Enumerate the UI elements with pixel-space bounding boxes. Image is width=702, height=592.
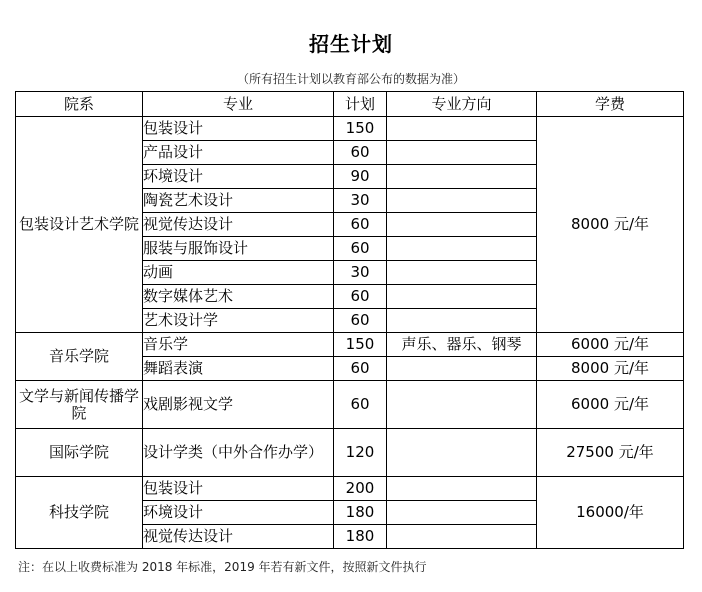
direction-cell bbox=[387, 237, 537, 261]
major-cell: 服装与服饰设计 bbox=[143, 237, 334, 261]
fee-cell: 8000 元/年 bbox=[537, 117, 684, 333]
fee-cell: 6000 元/年 bbox=[537, 333, 684, 357]
table-header-row bbox=[16, 92, 684, 117]
quota-cell: 60 bbox=[334, 309, 387, 333]
major-cell: 环境设计 bbox=[143, 501, 334, 525]
fee-cell: 16000/年 bbox=[537, 477, 684, 549]
page-subtitle: （所有招生计划以教育部公布的数据为准） bbox=[236, 72, 465, 86]
major-cell: 环境设计 bbox=[143, 165, 334, 189]
college-cell: 科技学院 bbox=[16, 477, 143, 549]
header-fee: 学费 bbox=[537, 92, 684, 117]
major-cell: 动画 bbox=[143, 261, 334, 285]
direction-cell bbox=[387, 357, 537, 381]
direction-cell bbox=[387, 429, 537, 477]
quota-cell: 60 bbox=[334, 357, 387, 381]
direction-cell bbox=[387, 261, 537, 285]
table-row bbox=[16, 381, 684, 429]
major-cell: 陶瓷艺术设计 bbox=[143, 189, 334, 213]
major-cell: 音乐学 bbox=[143, 333, 334, 357]
quota-cell: 200 bbox=[334, 477, 387, 501]
major-cell: 包装设计 bbox=[143, 117, 334, 141]
header-college: 院系 bbox=[16, 92, 143, 117]
table-row bbox=[16, 429, 684, 477]
quota-cell: 60 bbox=[334, 381, 387, 429]
direction-cell bbox=[387, 309, 537, 333]
direction-cell bbox=[387, 525, 537, 549]
quota-cell: 150 bbox=[334, 117, 387, 141]
quota-cell: 60 bbox=[334, 141, 387, 165]
direction-cell bbox=[387, 117, 537, 141]
college-cell: 文学与新闻传播学院 bbox=[16, 381, 143, 429]
major-cell: 包装设计 bbox=[143, 477, 334, 501]
direction-cell bbox=[387, 213, 537, 237]
major-cell: 设计学类（中外合作办学） bbox=[143, 429, 334, 477]
direction-cell bbox=[387, 189, 537, 213]
college-cell: 国际学院 bbox=[16, 429, 143, 477]
major-cell: 戏剧影视文学 bbox=[143, 381, 334, 429]
header-quota: 计划 bbox=[334, 92, 387, 117]
direction-cell bbox=[387, 285, 537, 309]
direction-cell bbox=[387, 141, 537, 165]
quota-cell: 30 bbox=[334, 261, 387, 285]
quota-cell: 60 bbox=[334, 237, 387, 261]
header-direction: 专业方向 bbox=[387, 92, 537, 117]
quota-cell: 90 bbox=[334, 165, 387, 189]
quota-cell: 120 bbox=[334, 429, 387, 477]
table-row bbox=[16, 477, 684, 501]
fee-cell: 6000 元/年 bbox=[537, 381, 684, 429]
direction-cell bbox=[387, 381, 537, 429]
quota-cell: 150 bbox=[334, 333, 387, 357]
table-row bbox=[16, 117, 684, 141]
page-title: 招生计划 bbox=[309, 32, 393, 56]
enrollment-plan-table bbox=[15, 91, 684, 549]
major-cell: 视觉传达设计 bbox=[143, 213, 334, 237]
major-cell: 产品设计 bbox=[143, 141, 334, 165]
quota-cell: 60 bbox=[334, 285, 387, 309]
table-row bbox=[16, 333, 684, 357]
quota-cell: 60 bbox=[334, 213, 387, 237]
direction-cell bbox=[387, 165, 537, 189]
footnote: 注：在以上收费标准为 2018 年标准，2019 年若有新文件，按照新文件执行 bbox=[18, 560, 427, 574]
fee-cell: 27500 元/年 bbox=[537, 429, 684, 477]
direction-cell bbox=[387, 477, 537, 501]
major-cell: 数字媒体艺术 bbox=[143, 285, 334, 309]
major-cell: 舞蹈表演 bbox=[143, 357, 334, 381]
header-major: 专业 bbox=[143, 92, 334, 117]
college-cell: 包装设计艺术学院 bbox=[16, 117, 143, 333]
direction-cell bbox=[387, 501, 537, 525]
quota-cell: 180 bbox=[334, 525, 387, 549]
quota-cell: 180 bbox=[334, 501, 387, 525]
quota-cell: 30 bbox=[334, 189, 387, 213]
fee-cell: 8000 元/年 bbox=[537, 357, 684, 381]
major-cell: 视觉传达设计 bbox=[143, 525, 334, 549]
direction-cell: 声乐、器乐、钢琴 bbox=[387, 333, 537, 357]
college-cell: 音乐学院 bbox=[16, 333, 143, 381]
major-cell: 艺术设计学 bbox=[143, 309, 334, 333]
